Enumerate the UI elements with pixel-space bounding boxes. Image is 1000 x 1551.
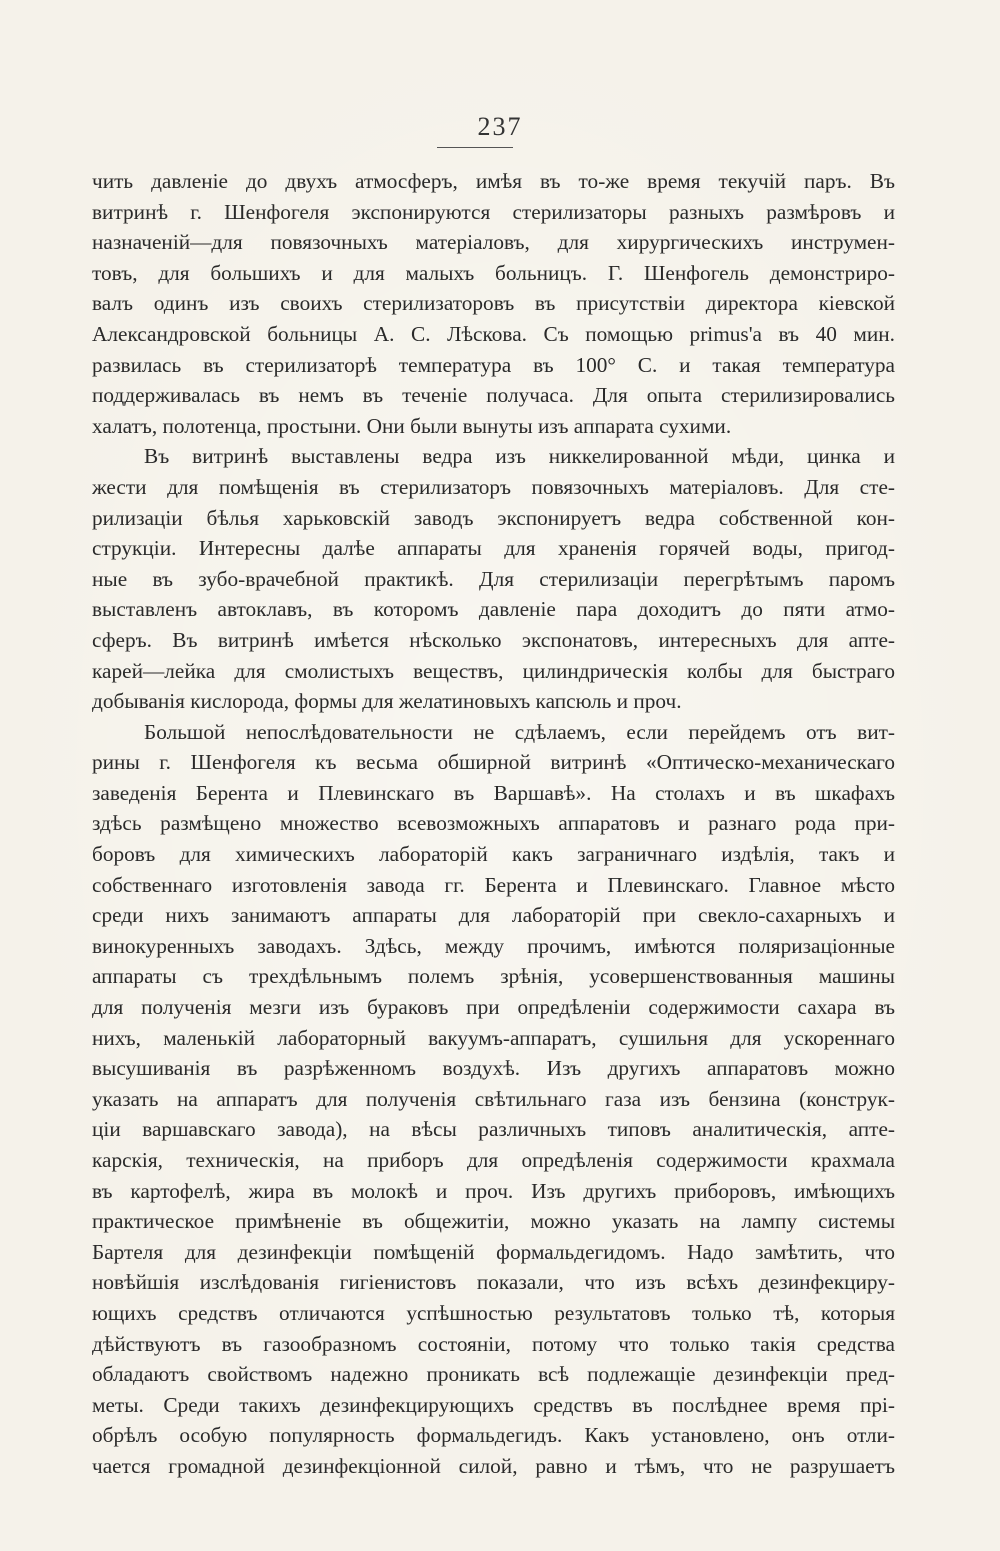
paragraph-1 [92, 166, 895, 441]
text-line: добыванія кислорода, формы для желатиновыхъ капсюль и проч. [92, 689, 682, 714]
text-line: карей—лейка для смолистыхъ веществъ, цилиндрическія колбы для быстраго [92, 658, 895, 683]
text-line: Въ витринѣ выставлены ведра изъ никкелированной мѣди, цинка и [144, 444, 895, 469]
text-line: здѣсь размѣщено множество всевозможныхъ аппаратовъ и разнаго рода при- [92, 811, 895, 836]
text-line: карскія, техническія, на приборъ для опредѣленія содержимости крахмала [92, 1148, 895, 1172]
text-line: рилизаціи бѣлья харьковскій заводъ экспонируетъ ведра собственной кон- [92, 505, 895, 530]
text-line: ціи варшавскаго завода), на вѣсы различныхъ типовъ аналитическія, апте- [92, 1117, 895, 1142]
text-line: ные въ зубо-врачебной практикѣ. Для стерилизаціи перегрѣтымъ паромъ [92, 566, 895, 591]
text-line: дѣйствуютъ въ газообразномъ состояніи, потому что только такія средства [92, 1331, 895, 1356]
page-number: 237 [477, 112, 523, 141]
text-line: для полученія мезги изъ бураковъ при опредѣленіи содержимости сахара въ [92, 995, 895, 1020]
text-line: среди нихъ занимаютъ аппараты для лабораторій при свекло-сахарныхъ и [92, 903, 895, 928]
text-line: сферъ. Въ витринѣ имѣется нѣсколько экспонатовъ, интересныхъ для апте- [92, 627, 895, 652]
paragraph-3 [92, 717, 895, 1482]
text-line: назначеній—для повязочныхъ матеріаловъ, для хирургическихъ инструмен- [92, 230, 895, 255]
text-line: жести для помѣщенія въ стерилизаторъ повязочныхъ матеріаловъ. Для сте- [92, 474, 895, 499]
text-line: аппараты съ трехдѣльнымъ полемъ зрѣнія, усовершенствованныя машины [92, 964, 895, 989]
text-line: новѣйшія изслѣдованія гигіенистовъ показали, что изъ всѣхъ дезинфекциру- [92, 1270, 895, 1295]
text-line: чается громадной дезинфекціонной силой, равно и тѣмъ, что не разрушаетъ [92, 1453, 895, 1478]
text-line: Александровской больницы А. С. Лѣскова. Съ помощью primus'а въ 40 мин. [92, 321, 895, 346]
text-line: обрѣлъ особую популярность формальдегидъ. Какъ установлено, онъ отли- [92, 1423, 895, 1448]
text-line: указать на аппаратъ для полученія свѣтильнаго газа изъ бензина (конструк- [92, 1086, 895, 1111]
text-line: развилась въ стерилизаторѣ температура въ 100° С. и такая температура [92, 352, 895, 377]
text-line: рины г. Шенфогеля къ весьма обширной витринѣ «Оптическо-механическаго [92, 750, 895, 775]
text-line: Большой непослѣдовательности не сдѣлаемъ, если перейдемъ отъ вит- [144, 719, 895, 744]
text-line: боровъ для химическихъ лабораторій какъ заграничнаго издѣлія, такъ и [92, 842, 895, 867]
text-line: халатъ, полотенца, простыни. Они были вынуты изъ аппарата сухими. [92, 413, 732, 438]
text-line: витринѣ г. Шенфогеля экспонируются стерилизаторы разныхъ размѣровъ и [92, 199, 895, 224]
page-number-rule [437, 147, 513, 148]
text-line: въ картофелѣ, жира въ молокѣ и проч. Изъ другихъ приборовъ, имѣющихъ [92, 1178, 895, 1203]
paragraph-2 [92, 441, 895, 716]
text-line: валъ одинъ изъ своихъ стерилизаторовъ въ присутствіи директора кіевской [92, 291, 895, 316]
body-text [92, 166, 895, 1482]
text-line: товъ, для большихъ и для малыхъ больницъ. Г. Шенфогель демонстриро- [92, 260, 895, 285]
text-line: струкціи. Интересны далѣе аппараты для храненія горячей воды, пригод- [92, 536, 895, 561]
text-line: собственнаго изготовленія завода гг. Берента и Плевинскаго. Главное мѣсто [92, 872, 895, 897]
text-line: выставленъ автоклавъ, въ которомъ давленіе пара доходитъ до пяти атмо- [92, 597, 895, 622]
text-line: поддерживалась въ немъ въ теченіе получаса. Для опыта стерилизировались [92, 383, 895, 408]
text-line: практическое примѣненіе въ общежитіи, можно указать на лампу системы [92, 1209, 895, 1234]
text-line: чить давленіе до двухъ атмосферъ, имѣя въ то-же время текучій паръ. Въ [92, 169, 895, 193]
text-line: высушиванія въ разрѣженномъ воздухѣ. Изъ другихъ аппаратовъ можно [92, 1056, 895, 1081]
text-line: Бартеля для дезинфекціи помѣщеній формальдегидомъ. Надо замѣтить, что [92, 1239, 895, 1264]
text-line: меты. Среди такихъ дезинфекцирующихъ средствъ въ послѣднее время прі- [92, 1392, 895, 1417]
text-line: ющихъ средствъ отличаются успѣшностью результатовъ только тѣ, которыя [92, 1300, 895, 1325]
text-line: нихъ, маленькій лабораторный вакуумъ-аппаратъ, сушильня для ускореннаго [92, 1025, 895, 1050]
text-line: винокуренныхъ заводахъ. Здѣсь, между прочимъ, имѣются поляризаціонные [92, 933, 895, 958]
text-line: заведенія Берента и Плевинскаго въ Варшавѣ». На столахъ и въ шкафахъ [92, 780, 895, 805]
text-line: обладаютъ свойствомъ надежно проникать всѣ подлежащіе дезинфекціи пред- [92, 1362, 895, 1387]
